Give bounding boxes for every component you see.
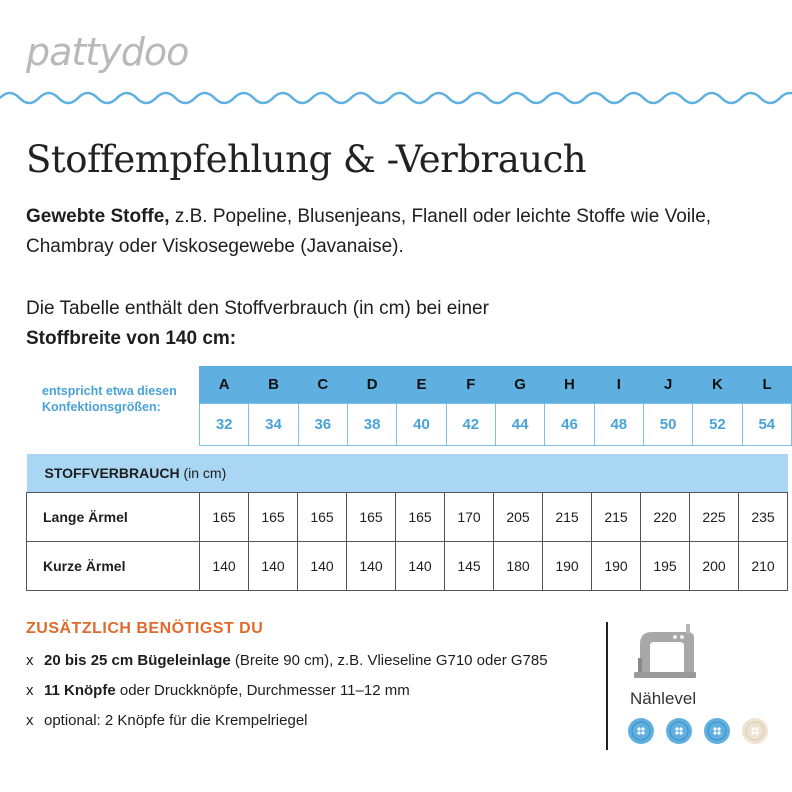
size-number: 38 (347, 404, 396, 446)
usage-value: 195 (641, 542, 690, 591)
list-item (26, 710, 596, 732)
fabric-usage-table (26, 454, 788, 591)
extra-materials-title: ZUSÄTZLICH BENÖTIGST DU (26, 620, 264, 637)
size-number: 46 (545, 404, 594, 446)
list-item-bold: 11 Knöpfe (44, 682, 116, 699)
row-label: Lange Ärmel (27, 493, 200, 542)
skill-level-label: Nählevel (630, 689, 697, 708)
usage-value: 190 (543, 542, 592, 591)
usage-value: 140 (396, 542, 445, 591)
usage-value: 200 (690, 542, 739, 591)
intro-bold: Gewebte Stoffe, (26, 206, 170, 227)
size-number: 34 (249, 404, 298, 446)
usage-value: 140 (298, 542, 347, 591)
size-number: 54 (742, 404, 791, 446)
wave-divider (0, 88, 792, 108)
button-icon (628, 718, 654, 744)
size-table (199, 366, 792, 446)
usage-header (27, 454, 788, 493)
usage-header-title: STOFFVERBRAUCH (44, 465, 180, 481)
usage-value: 220 (641, 493, 690, 542)
size-number: 48 (594, 404, 643, 446)
list-marker: x (26, 652, 34, 669)
usage-value: 205 (494, 493, 543, 542)
usage-value: 145 (445, 542, 494, 591)
size-letter: L (742, 366, 791, 404)
size-letter: J (643, 366, 692, 404)
usage-value: 165 (396, 493, 445, 542)
size-letter: A (200, 366, 249, 404)
usage-value: 215 (543, 493, 592, 542)
size-number: 42 (446, 404, 495, 446)
size-letter: H (545, 366, 594, 404)
size-number: 36 (298, 404, 347, 446)
usage-value: 165 (200, 493, 249, 542)
vertical-divider (606, 622, 608, 750)
usage-value: 140 (200, 542, 249, 591)
usage-header-unit: (in cm) (183, 465, 227, 481)
button-icon (704, 718, 730, 744)
usage-value: 165 (347, 493, 396, 542)
size-letter: K (693, 366, 742, 404)
table-row (27, 493, 788, 542)
usage-value: 215 (592, 493, 641, 542)
size-number: 50 (643, 404, 692, 446)
usage-value: 225 (690, 493, 739, 542)
size-letter: E (397, 366, 446, 404)
usage-value: 235 (739, 493, 788, 542)
list-marker: x (26, 682, 34, 699)
table-intro-text: Die Tabelle enthält den Stoffverbrauch (in cm) bei einer (26, 298, 489, 319)
size-letter: I (594, 366, 643, 404)
size-letter: G (495, 366, 544, 404)
size-number: 32 (200, 404, 249, 446)
fabric-recommendation (26, 202, 766, 262)
size-letter: D (347, 366, 396, 404)
page-title: Stoffempfehlung & -Verbrauch (26, 138, 587, 181)
size-number: 44 (495, 404, 544, 446)
list-item-text: (Breite 90 cm), z.B. Vlieseline G710 oder G785 (230, 652, 548, 669)
table-intro (26, 294, 766, 354)
size-letter: B (249, 366, 298, 404)
list-item (26, 650, 596, 672)
usage-value: 210 (739, 542, 788, 591)
list-item (26, 680, 596, 702)
sizes-label: entspricht etwa diesen Konfektionsgrößen: (42, 384, 177, 414)
list-item-text: optional: 2 Knöpfe für die Krempelriegel (44, 712, 308, 729)
list-item-text: oder Druckknöpfe, Durchmesser 11–12 mm (115, 682, 410, 699)
usage-value: 165 (298, 493, 347, 542)
list-marker: x (26, 712, 34, 729)
list-item-bold: 20 bis 25 cm Bügeleinlage (44, 652, 231, 669)
row-label: Kurze Ärmel (27, 542, 200, 591)
extra-materials-list (26, 650, 596, 740)
usage-value: 190 (592, 542, 641, 591)
sewing-machine-icon (630, 622, 700, 682)
button-icon (666, 718, 692, 744)
size-letter: F (446, 366, 495, 404)
usage-value: 140 (347, 542, 396, 591)
usage-value: 165 (249, 493, 298, 542)
table-row (27, 542, 788, 591)
size-number: 40 (397, 404, 446, 446)
size-number: 52 (693, 404, 742, 446)
intro-text: z.B. Popeline, Blusenjeans, Flanell oder leichte Stoffe wie Voile, Chambray oder Viskosegewebe (Javanaise). (26, 206, 712, 257)
button-icon (742, 718, 768, 744)
brand-logo: pattydoo (26, 30, 189, 74)
size-letter: C (298, 366, 347, 404)
usage-value: 170 (445, 493, 494, 542)
skill-level-indicator (628, 718, 768, 744)
table-intro-bold: Stoffbreite von 140 cm: (26, 328, 237, 349)
usage-value: 140 (249, 542, 298, 591)
usage-value: 180 (494, 542, 543, 591)
